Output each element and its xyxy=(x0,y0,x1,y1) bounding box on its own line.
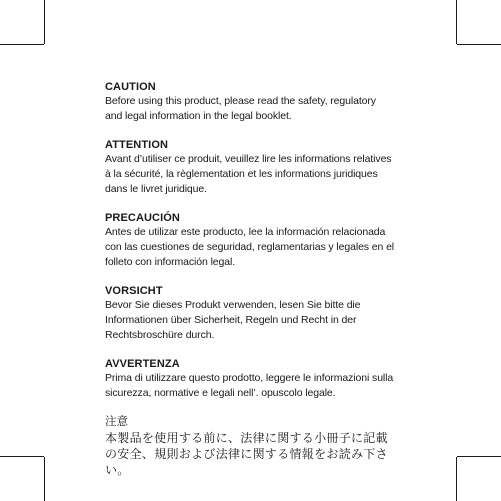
section-text: Prima di utilizzare questo prodotto, leggere le informazioni sulla sicurezza, normative e legali nell’. opuscolo legale. xyxy=(105,372,394,399)
section-text: Bevor Sie dieses Produkt verwenden, lesen Sie bitte die Informationen über Sicherheit, Regeln und Recht in der Rechtsbroschüre durch. xyxy=(105,299,361,341)
crop-mark-bottom-left-vertical xyxy=(44,457,45,501)
crop-mark-top-left-vertical xyxy=(44,0,45,44)
section-italian xyxy=(105,357,395,401)
warning-content xyxy=(105,80,395,492)
section-text: 本製品を使用する前に、法律に関する小冊子に記載の安全、規則および法律に関する情報をお読み下さい。 xyxy=(105,431,388,477)
section-text: Avant d’utiliser ce produit, veuillez lire les informations relatives à la sécurité, la règlementation et les informations juridiques dans le livret juridique. xyxy=(105,153,392,195)
crop-mark-top-left-horizontal xyxy=(0,44,44,45)
section-heading: 注意 xyxy=(105,416,129,428)
section-text: Before using this product, please read the safety, regulatory and legal information in the legal booklet. xyxy=(105,95,376,122)
section-german xyxy=(105,284,395,343)
section-heading: PRECAUCIÓN xyxy=(105,212,180,224)
crop-mark-top-right-horizontal xyxy=(457,44,501,45)
section-japanese xyxy=(105,415,395,478)
section-heading: CAUTION xyxy=(105,81,156,93)
section-english xyxy=(105,80,395,124)
crop-mark-bottom-left-horizontal xyxy=(0,456,44,457)
section-heading: AVVERTENZA xyxy=(105,358,180,370)
crop-mark-bottom-right-vertical xyxy=(456,457,457,501)
section-text: Antes de utilizar este producto, lee la información relacionada con las cuestiones de seguridad, reglamentarias y legales en el folleto con información legal. xyxy=(105,226,395,268)
section-french xyxy=(105,138,395,197)
crop-mark-top-right-vertical xyxy=(456,0,457,44)
section-heading: VORSICHT xyxy=(105,285,163,297)
section-spanish xyxy=(105,211,395,270)
section-heading: ATTENTION xyxy=(105,139,169,151)
crop-mark-bottom-right-horizontal xyxy=(457,456,501,457)
